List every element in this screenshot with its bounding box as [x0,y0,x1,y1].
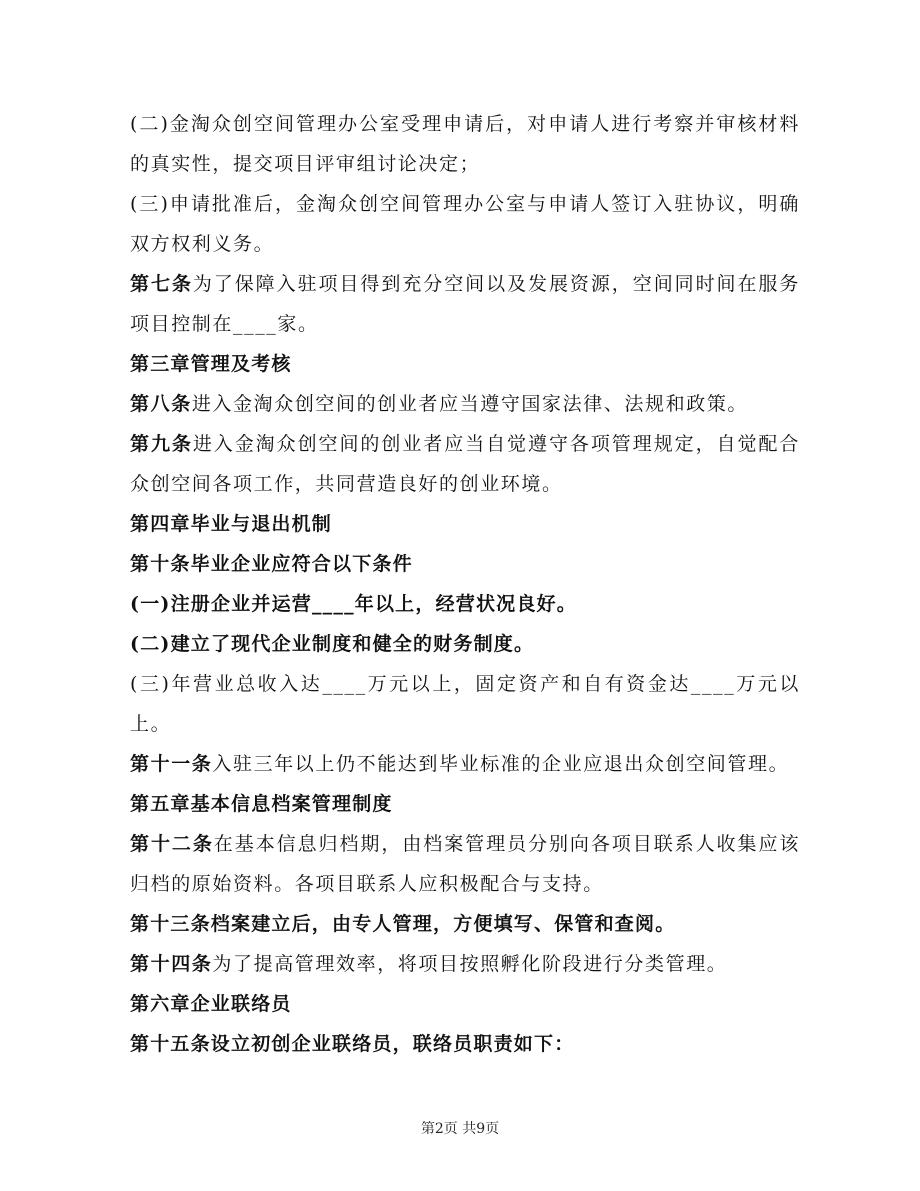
paragraph-text: 第十条毕业企业应符合以下条件 [130,553,413,575]
paragraph-text: 为了保障入驻项目得到充分空间以及发展资源，空间同时间在服务项目控制在____家。 [130,273,800,335]
paragraph [130,904,800,944]
paragraph-text: 第五章基本信息档案管理制度 [130,793,393,815]
paragraph-text: 第十三条档案建立后，由专人管理，方便填写、保管和查阅。 [130,913,676,935]
document-body [130,104,800,1064]
paragraph [130,104,800,184]
paragraph-text: (二)金淘众创空间管理办公室受理申请后，对申请人进行考察并审核材料的真实性，提交项目评审组讨论决定； [130,113,800,175]
paragraph-text: 进入金淘众创空间的创业者应当遵守国家法律、法规和政策。 [191,393,749,415]
paragraph-text: 第十五条设立初创企业联络员，联络员职责如下： [130,1033,575,1055]
paragraph [130,544,800,584]
paragraph [130,184,800,264]
paragraph-text: 入驻三年以上仍不能达到毕业标准的企业应退出众创空间管理。 [212,753,790,775]
paragraph [130,824,800,904]
paragraph [130,384,800,424]
paragraph [130,424,800,504]
paragraph [130,624,800,664]
chapter-heading [130,984,800,1024]
paragraph [130,1024,800,1064]
article-lead: 第十四条 [130,953,213,975]
paragraph-text: (二)建立了现代企业制度和健全的财务制度。 [130,633,535,655]
article-lead: 第九条 [130,433,193,455]
paragraph [130,264,800,344]
paragraph-text: 第三章管理及考核 [130,353,292,375]
paragraph-text: 第六章企业联络员 [130,993,292,1015]
chapter-heading [130,784,800,824]
paragraph-text: 第四章毕业与退出机制 [130,513,333,535]
paragraph [130,744,800,784]
paragraph-text: 为了提高管理效率，将项目按照孵化阶段进行分类管理。 [212,953,728,975]
article-lead: 第八条 [130,393,192,415]
paragraph [130,664,800,744]
page-footer [0,1118,920,1138]
paragraph [130,944,800,984]
article-lead: 第七条 [130,273,193,295]
paragraph-text: (三)申请批准后，金淘众创空间管理办公室与申请人签订入驻协议，明确双方权利义务。 [130,193,800,255]
page-number-label: 第2页 共9页 [420,1121,500,1137]
paragraph-text: (一)注册企业并运营____年以上，经营状况良好。 [130,593,577,615]
paragraph-text: 进入金淘众创空间的创业者应当自觉遵守各项管理规定，自觉配合众创空间各项工作，共同营造良好的创业环境。 [130,433,800,495]
paragraph [130,584,800,624]
chapter-heading [130,344,800,384]
paragraph-text: (三)年营业总收入达____万元以上，固定资产和自有资金达____万元以上。 [130,673,800,735]
chapter-heading [130,504,800,544]
article-lead: 第十一条 [130,753,213,775]
article-lead: 第十二条 [130,833,214,855]
paragraph-text: 在基本信息归档期，由档案管理员分别向各项目联系人收集应该归档的原始资料。各项目联系人应积极配合与支持。 [130,833,800,895]
